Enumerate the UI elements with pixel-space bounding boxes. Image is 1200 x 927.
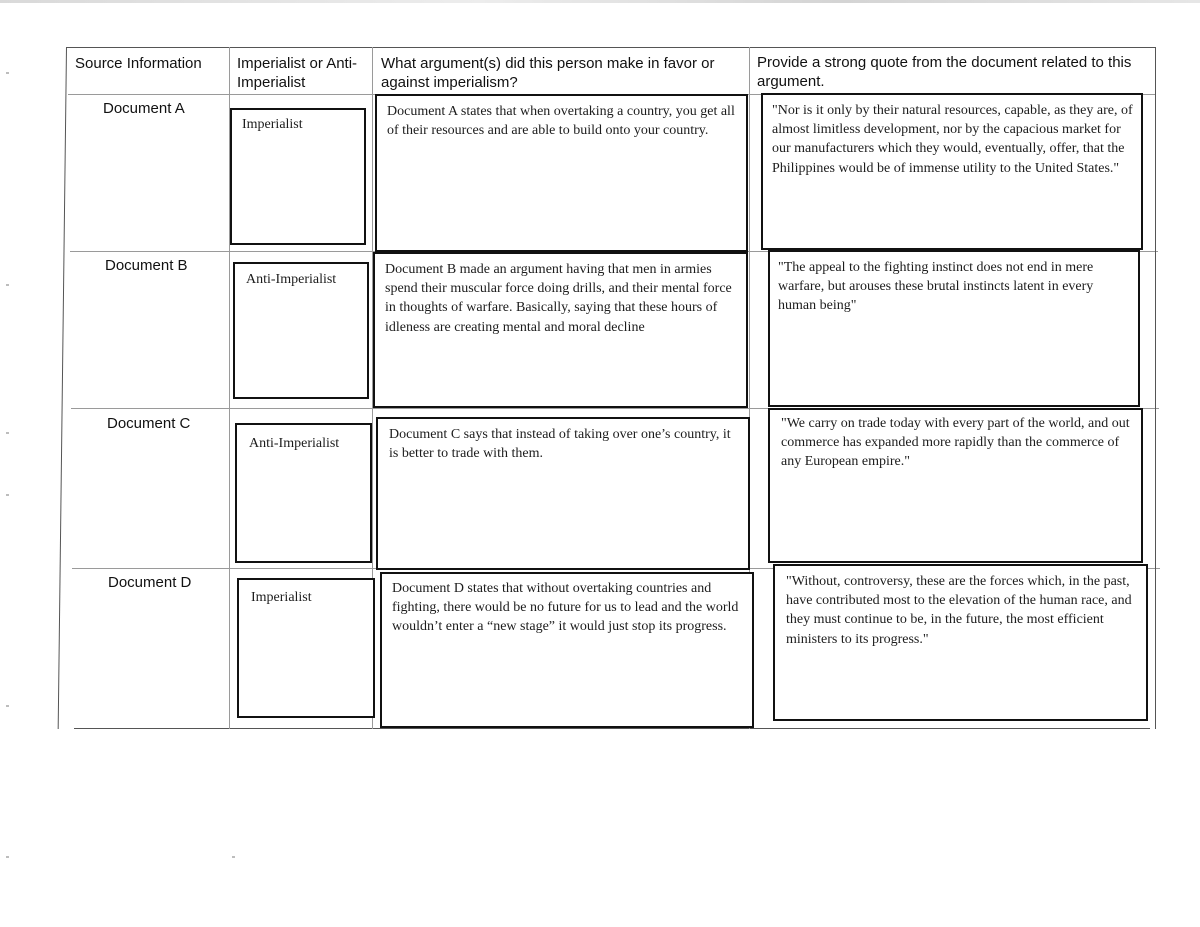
scan-edge bbox=[0, 0, 1200, 3]
header-argument: What argument(s) did this person make in favor or against imperialism? bbox=[381, 55, 715, 91]
row-label-document-d: Document D bbox=[108, 574, 192, 591]
table-border-right bbox=[1155, 47, 1156, 729]
stance-text-b: Anti-Imperialist bbox=[246, 272, 337, 287]
row-label-document-b: Document B bbox=[105, 257, 188, 274]
scan-speck bbox=[6, 705, 9, 707]
argument-text-b: Document B made an argument having that men in armies spend their muscular force doing drills, and their mental force in thoughts of warfare. Basically, saying that these hours of idleness are creating mental and moral decline bbox=[385, 262, 732, 335]
table-border-left bbox=[58, 47, 67, 729]
stance-text-a: Imperialist bbox=[242, 117, 303, 132]
row-label-document-c: Document C bbox=[107, 415, 191, 432]
argument-text-a: Document A states that when overtaking a country, you get all of their resources and are able to build onto your country. bbox=[387, 104, 735, 139]
header-stance: Imperialist or Anti-Imperialist bbox=[237, 55, 358, 91]
scan-speck bbox=[232, 856, 235, 858]
header-quote: Provide a strong quote from the document related to this argument. bbox=[757, 54, 1132, 90]
table-border-bottom bbox=[74, 728, 1150, 729]
quote-text-c: "We carry on trade today with every part of the world, and out commerce has expanded more rapidly than the commerce of any European empire." bbox=[781, 416, 1130, 470]
quote-text-d: "Without, controversy, these are the forces which, in the past, have contributed most to the elevation of the human race, and they must continue to be, in the future, the most efficient ministers to its progress." bbox=[786, 574, 1132, 647]
scan-speck bbox=[6, 432, 9, 434]
scan-speck bbox=[6, 284, 9, 286]
header-source: Source Information bbox=[75, 55, 202, 72]
scan-speck bbox=[6, 494, 9, 496]
quote-text-b: "The appeal to the fighting instinct does not end in mere warfare, but arouses these brutal instincts latent in every human being" bbox=[778, 260, 1094, 314]
argument-text-d: Document D states that without overtaking countries and fighting, there would be no future for us to lead and the world wouldn’t enter a “new stage” it would just stop its progress. bbox=[392, 581, 739, 635]
scan-speck bbox=[6, 856, 9, 858]
row-label-document-a: Document A bbox=[103, 100, 185, 117]
stance-text-d: Imperialist bbox=[251, 590, 312, 605]
quote-text-a: "Nor is it only by their natural resources, capable, as they are, of almost limitless development, nor by the capacious market for our manufacturers which they would, eventually, offer, that the Philippines would be of immense utility to the United States." bbox=[772, 103, 1133, 176]
stance-text-c: Anti-Imperialist bbox=[249, 436, 340, 451]
scan-speck bbox=[6, 72, 9, 74]
argument-text-c: Document C says that instead of taking over one’s country, it is better to trade with them. bbox=[389, 427, 731, 462]
